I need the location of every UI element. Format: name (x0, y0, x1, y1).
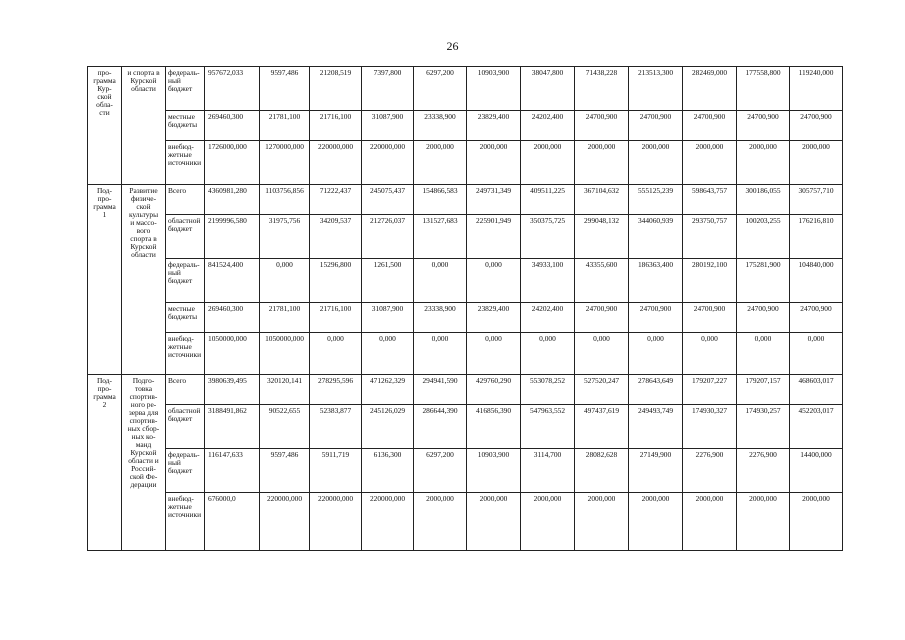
value-cell: 5911,719 (310, 449, 362, 493)
value-cell: 154866,583 (414, 185, 467, 215)
value-cell: 471262,329 (362, 375, 414, 405)
value-cell: 179207,227 (683, 375, 737, 405)
table-body (88, 67, 843, 551)
value-cell: 21781,100 (260, 303, 310, 333)
value-cell: 34933,100 (521, 259, 575, 303)
program-name-cell: и спорта в Курской области (122, 67, 166, 185)
table-row (88, 185, 843, 215)
value-cell: 468603,017 (790, 375, 843, 405)
value-cell: 186363,400 (629, 259, 683, 303)
funding-source-cell: федераль- ный бюджет (166, 67, 205, 111)
value-cell: 24700,900 (629, 303, 683, 333)
value-cell: 3188491,862 (205, 405, 260, 449)
value-cell: 2000,000 (575, 141, 629, 185)
value-cell: 245075,437 (362, 185, 414, 215)
funding-source-cell: Всего (166, 375, 205, 405)
value-cell: 9597,486 (260, 67, 310, 111)
value-cell: 249731,349 (467, 185, 521, 215)
table-row (88, 405, 843, 449)
value-cell: 220000,000 (310, 141, 362, 185)
value-cell: 0,000 (521, 333, 575, 375)
table-row (88, 303, 843, 333)
value-cell: 409511,225 (521, 185, 575, 215)
value-cell: 2000,000 (414, 141, 467, 185)
value-cell: 177558,800 (737, 67, 790, 111)
value-cell: 350375,725 (521, 215, 575, 259)
value-cell: 3114,700 (521, 449, 575, 493)
value-cell: 367104,632 (575, 185, 629, 215)
value-cell: 2000,000 (414, 493, 467, 551)
value-cell: 90522,655 (260, 405, 310, 449)
value-cell: 0,000 (467, 259, 521, 303)
value-cell: 174930,257 (737, 405, 790, 449)
value-cell: 305757,710 (790, 185, 843, 215)
value-cell: 841524,400 (205, 259, 260, 303)
value-cell: 282469,000 (683, 67, 737, 111)
table-row (88, 141, 843, 185)
table-row (88, 259, 843, 303)
value-cell: 269460,300 (205, 111, 260, 141)
value-cell: 175281,900 (737, 259, 790, 303)
value-cell: 0,000 (467, 333, 521, 375)
value-cell: 31087,900 (362, 303, 414, 333)
value-cell: 43355,600 (575, 259, 629, 303)
value-cell: 6136,300 (362, 449, 414, 493)
value-cell: 0,000 (260, 259, 310, 303)
value-cell: 299048,132 (575, 215, 629, 259)
value-cell: 429760,290 (467, 375, 521, 405)
value-cell: 2000,000 (683, 493, 737, 551)
value-cell: 676000,0 (205, 493, 260, 551)
value-cell: 2000,000 (790, 493, 843, 551)
value-cell: 31975,756 (260, 215, 310, 259)
value-cell: 116147,633 (205, 449, 260, 493)
value-cell: 100203,255 (737, 215, 790, 259)
value-cell: 71438,228 (575, 67, 629, 111)
value-cell: 6297,200 (414, 67, 467, 111)
value-cell: 2000,000 (737, 141, 790, 185)
value-cell: 0,000 (737, 333, 790, 375)
value-cell: 52383,877 (310, 405, 362, 449)
table-row (88, 449, 843, 493)
program-cell: Под- про- грамма 2 (88, 375, 122, 551)
value-cell: 2000,000 (629, 141, 683, 185)
value-cell: 225901,949 (467, 215, 521, 259)
value-cell: 23829,400 (467, 303, 521, 333)
value-cell: 1726000,000 (205, 141, 260, 185)
value-cell: 24700,900 (575, 111, 629, 141)
budget-table (87, 66, 843, 551)
value-cell: 0,000 (362, 333, 414, 375)
value-cell: 6297,200 (414, 449, 467, 493)
value-cell: 320120,141 (260, 375, 310, 405)
value-cell: 10903,900 (467, 67, 521, 111)
table-row (88, 493, 843, 551)
value-cell: 212726,037 (362, 215, 414, 259)
value-cell: 249493,749 (629, 405, 683, 449)
funding-source-cell: областной бюджет (166, 405, 205, 449)
funding-source-cell: федераль- ный бюджет (166, 449, 205, 493)
value-cell: 2000,000 (683, 141, 737, 185)
value-cell: 174930,327 (683, 405, 737, 449)
value-cell: 21208,519 (310, 67, 362, 111)
value-cell: 71222,437 (310, 185, 362, 215)
value-cell: 555125,239 (629, 185, 683, 215)
value-cell: 24700,900 (790, 111, 843, 141)
value-cell: 0,000 (629, 333, 683, 375)
value-cell: 2000,000 (629, 493, 683, 551)
table-row (88, 67, 843, 111)
value-cell: 0,000 (683, 333, 737, 375)
program-cell: про- грамма Кур- ской обла- сти (88, 67, 122, 185)
funding-source-cell: федераль- ный бюджет (166, 259, 205, 303)
value-cell: 220000,000 (362, 141, 414, 185)
value-cell: 278295,596 (310, 375, 362, 405)
program-name-cell: Развитие физиче- ской культуры и массо- вого спорта в Курской области (122, 185, 166, 375)
table-row (88, 111, 843, 141)
value-cell: 24700,900 (683, 303, 737, 333)
value-cell: 2276,900 (683, 449, 737, 493)
value-cell: 21716,100 (310, 303, 362, 333)
table-row (88, 333, 843, 375)
value-cell: 2000,000 (790, 141, 843, 185)
value-cell: 38047,800 (521, 67, 575, 111)
funding-source-cell: Всего (166, 185, 205, 215)
value-cell: 213513,300 (629, 67, 683, 111)
value-cell: 416856,390 (467, 405, 521, 449)
value-cell: 24202,400 (521, 303, 575, 333)
value-cell: 24700,900 (737, 111, 790, 141)
value-cell: 24700,900 (737, 303, 790, 333)
value-cell: 1103756,856 (260, 185, 310, 215)
value-cell: 300186,055 (737, 185, 790, 215)
value-cell: 269460,300 (205, 303, 260, 333)
value-cell: 21716,100 (310, 111, 362, 141)
funding-source-cell: местные бюджеты (166, 303, 205, 333)
value-cell: 23829,400 (467, 111, 521, 141)
value-cell: 23338,900 (414, 303, 467, 333)
value-cell: 24700,900 (629, 111, 683, 141)
value-cell: 28082,628 (575, 449, 629, 493)
funding-source-cell: областной бюджет (166, 215, 205, 259)
value-cell: 245126,029 (362, 405, 414, 449)
value-cell: 3980639,495 (205, 375, 260, 405)
funding-source-cell: внебюд- жетные источники (166, 493, 205, 551)
funding-source-cell: внебюд- жетные источники (166, 141, 205, 185)
funding-source-cell: местные бюджеты (166, 111, 205, 141)
value-cell: 24700,900 (683, 111, 737, 141)
value-cell: 9597,486 (260, 449, 310, 493)
value-cell: 7397,800 (362, 67, 414, 111)
value-cell: 24202,400 (521, 111, 575, 141)
value-cell: 10903,900 (467, 449, 521, 493)
value-cell: 31087,900 (362, 111, 414, 141)
value-cell: 21781,100 (260, 111, 310, 141)
table-row (88, 215, 843, 259)
table-row (88, 375, 843, 405)
value-cell: 0,000 (414, 259, 467, 303)
value-cell: 1261,500 (362, 259, 414, 303)
value-cell: 0,000 (575, 333, 629, 375)
value-cell: 293750,757 (683, 215, 737, 259)
value-cell: 286644,390 (414, 405, 467, 449)
value-cell: 2000,000 (737, 493, 790, 551)
value-cell: 1050000,000 (260, 333, 310, 375)
value-cell: 27149,900 (629, 449, 683, 493)
value-cell: 2000,000 (575, 493, 629, 551)
value-cell: 2000,000 (521, 493, 575, 551)
value-cell: 220000,000 (310, 493, 362, 551)
value-cell: 527520,247 (575, 375, 629, 405)
program-cell: Под- про- грамма 1 (88, 185, 122, 375)
value-cell: 2000,000 (467, 141, 521, 185)
value-cell: 220000,000 (260, 493, 310, 551)
value-cell: 2000,000 (521, 141, 575, 185)
value-cell: 0,000 (310, 333, 362, 375)
value-cell: 278643,649 (629, 375, 683, 405)
value-cell: 2199996,580 (205, 215, 260, 259)
funding-source-cell: внебюд- жетные источники (166, 333, 205, 375)
value-cell: 280192,100 (683, 259, 737, 303)
value-cell: 4360981,280 (205, 185, 260, 215)
value-cell: 1270000,000 (260, 141, 310, 185)
value-cell: 547963,552 (521, 405, 575, 449)
value-cell: 220000,000 (362, 493, 414, 551)
value-cell: 0,000 (790, 333, 843, 375)
value-cell: 179207,157 (737, 375, 790, 405)
value-cell: 24700,900 (575, 303, 629, 333)
value-cell: 553078,252 (521, 375, 575, 405)
value-cell: 15296,800 (310, 259, 362, 303)
value-cell: 957672,033 (205, 67, 260, 111)
value-cell: 23338,900 (414, 111, 467, 141)
value-cell: 497437,619 (575, 405, 629, 449)
value-cell: 131527,683 (414, 215, 467, 259)
value-cell: 344060,939 (629, 215, 683, 259)
value-cell: 294941,590 (414, 375, 467, 405)
value-cell: 119240,000 (790, 67, 843, 111)
program-name-cell: Подго- товка спортив- ного ре- зерва для спортив- ных сбор- ных ко- манд Курской области и Россий- ской Фе- дерации (122, 375, 166, 551)
value-cell: 2000,000 (467, 493, 521, 551)
value-cell: 598643,757 (683, 185, 737, 215)
value-cell: 0,000 (414, 333, 467, 375)
value-cell: 1050000,000 (205, 333, 260, 375)
value-cell: 104840,000 (790, 259, 843, 303)
value-cell: 452203,017 (790, 405, 843, 449)
value-cell: 24700,900 (790, 303, 843, 333)
page-number: 26 (446, 39, 459, 53)
value-cell: 34209,537 (310, 215, 362, 259)
value-cell: 2276,900 (737, 449, 790, 493)
value-cell: 14400,000 (790, 449, 843, 493)
value-cell: 176216,810 (790, 215, 843, 259)
